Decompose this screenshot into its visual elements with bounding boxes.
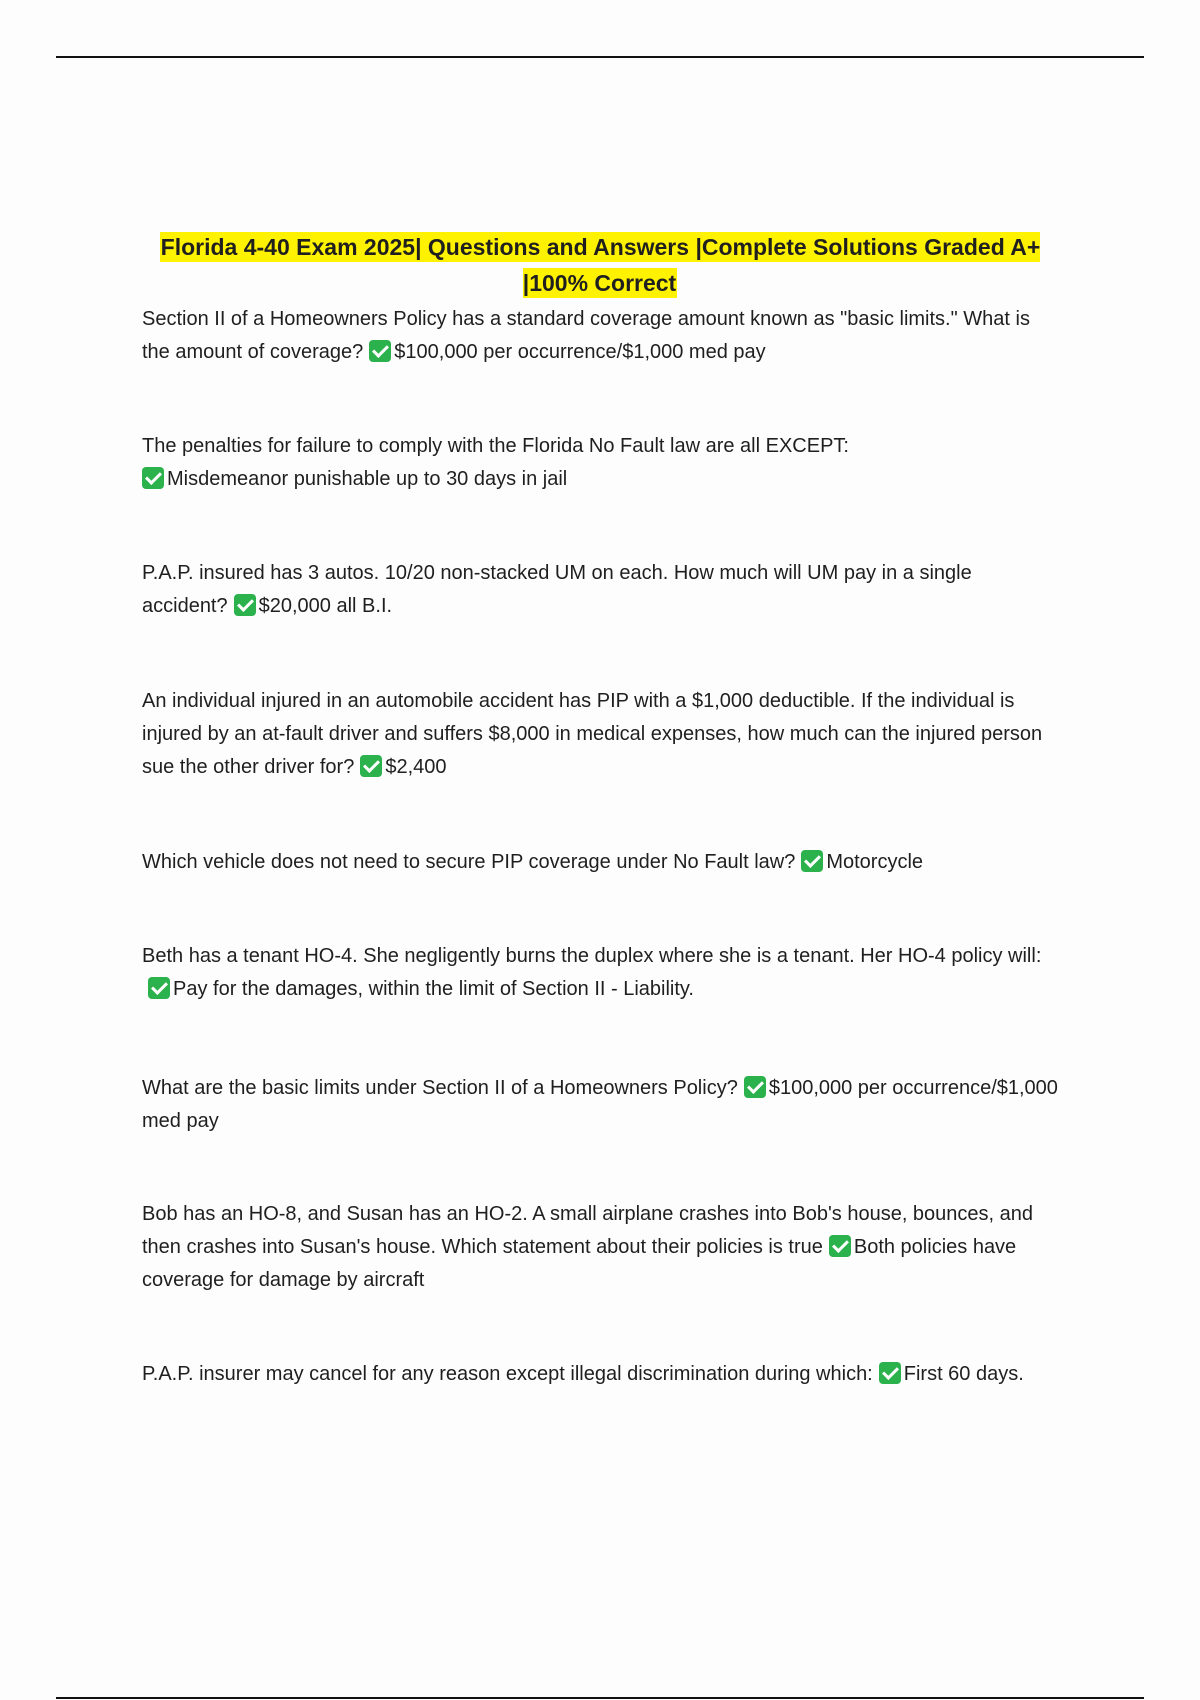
answer-text: Pay for the damages, within the limit of Section II - Liability. [173,978,694,1000]
header-rule [56,56,1144,58]
answer-text: $20,000 all B.I. [258,595,393,617]
question-text: What are the basic limits under Section II of a Homeowners Policy? [142,1077,738,1099]
answer-text: Misdemeanor punishable up to 30 days in jail [167,468,568,490]
green-check-icon [879,1362,901,1384]
answer-text: First 60 days. [903,1363,1024,1385]
green-check-icon [360,755,382,777]
green-check-icon [744,1076,766,1098]
document-title-text: Florida 4-40 Exam 2025| Questions and Answers |Complete Solutions Graded A+ |100% Correct [160,234,1041,297]
green-check-icon [234,594,256,616]
green-check-icon [148,977,170,999]
answer-text: $100,000 per occurrence/$1,000 med pay [142,1077,1058,1132]
answer-text: $100,000 per occurrence/$1,000 med pay [394,341,766,363]
answer-text: Both policies have coverage for damage by aircraft [142,1236,1017,1291]
question-text: The penalties for failure to comply with the Florida No Fault law are all EXCEPT: [142,435,849,457]
answer-text: $2,400 [385,756,447,778]
question-text: P.A.P. insurer may cancel for any reason except illegal discrimination during which: [142,1363,873,1385]
question-text: An individual injured in an automobile accident has PIP with a $1,000 deductible. If the individual is injured by an at-fault driver and suffers $8,000 in medical expenses, how much can the injured person sue the other driver for? [142,690,1043,778]
footer-rule [56,1697,1144,1699]
qa-item [142,1358,1062,1391]
document-title [150,229,1050,301]
qa-item [142,1072,1062,1138]
question-text: Which vehicle does not need to secure PIP coverage under No Fault law? [142,851,796,873]
qa-item [142,557,1062,623]
green-check-icon [369,340,391,362]
green-check-icon [142,467,164,489]
question-text: P.A.P. insured has 3 autos. 10/20 non-stacked UM on each. How much will UM pay in a single accident? [142,562,972,617]
question-text: Bob has an HO-8, and Susan has an HO-2. A small airplane crashes into Bob's house, bounces, and then crashes into Susan's house. Which statement about their policies is true [142,1203,1034,1258]
qa-item [142,430,1062,496]
question-text: Section II of a Homeowners Policy has a standard coverage amount known as "basic limits." What is the amount of coverage? [142,308,1030,363]
green-check-icon [801,850,823,872]
qa-item [142,846,1062,879]
qa-item [142,1198,1062,1297]
question-text: Beth has a tenant HO-4. She negligently burns the duplex where she is a tenant. Her HO-4 policy will: [142,945,1042,967]
qa-item [142,940,1062,1006]
green-check-icon [829,1235,851,1257]
answer-text: Motorcycle [826,851,924,873]
qa-item [142,303,1062,369]
qa-item [142,685,1062,784]
